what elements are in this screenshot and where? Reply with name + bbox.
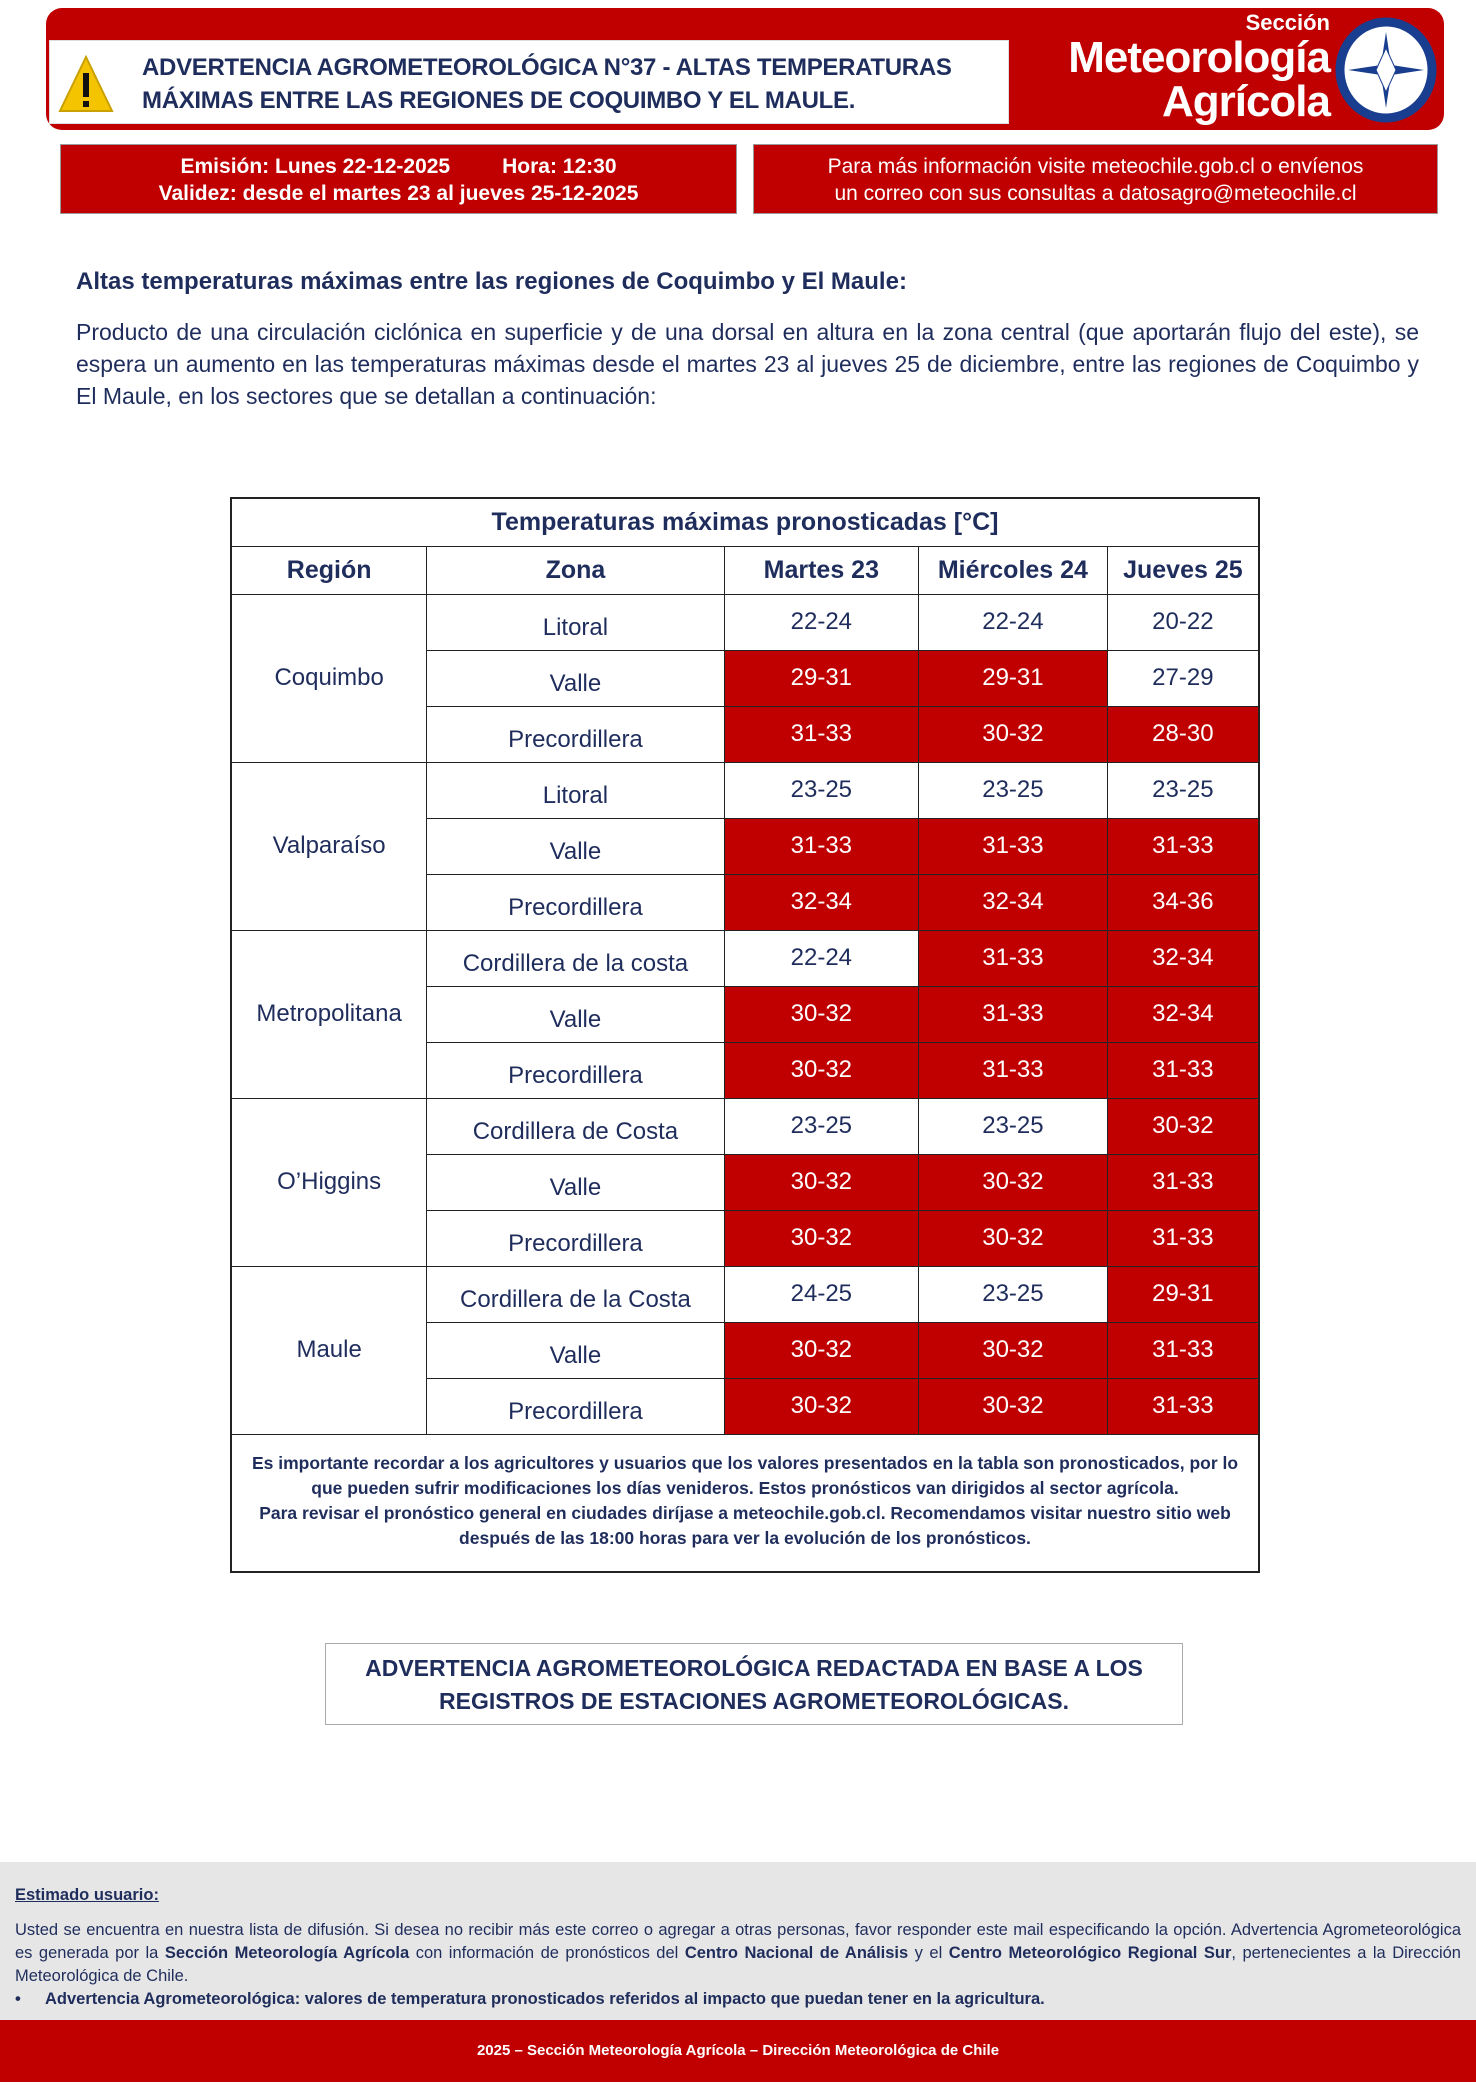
zona-cell: Cordillera de Costa	[427, 1098, 724, 1154]
temp-cell: 31-33	[919, 818, 1108, 874]
table-row	[231, 762, 1259, 818]
temp-cell: 22-24	[919, 594, 1108, 650]
footer-info	[0, 1862, 1476, 2020]
validity: Validez: desde el martes 23 al jueves 25-12-2025	[158, 182, 639, 205]
contact-line1: Para más información visite meteochile.gob.cl o envíenos	[827, 155, 1364, 178]
zona-cell: Valle	[427, 818, 724, 874]
temp-cell: 22-24	[724, 930, 919, 986]
temp-cell: 32-34	[1107, 930, 1259, 986]
table-row	[231, 594, 1259, 650]
col-header-jueves: Jueves 25	[1107, 546, 1259, 594]
zona-cell: Valle	[427, 1154, 724, 1210]
temp-cell: 30-32	[724, 1378, 919, 1434]
zona-cell: Precordillera	[427, 1378, 724, 1434]
table-row	[231, 930, 1259, 986]
temp-cell: 31-33	[724, 818, 919, 874]
temp-cell: 31-33	[919, 986, 1108, 1042]
emission-date: Emisión: Lunes 22-12-2025	[180, 155, 451, 178]
temp-cell: 29-31	[1107, 1266, 1259, 1322]
brand-line1: Meteorología	[1068, 33, 1330, 82]
zona-cell: Cordillera de la Costa	[427, 1266, 724, 1322]
col-header-martes: Martes 23	[724, 546, 919, 594]
forecast-table	[230, 497, 1260, 1573]
brand-line2: Agrícola	[1161, 77, 1330, 126]
temp-cell: 23-25	[1107, 762, 1259, 818]
copyright-bar: 2025 – Sección Meteorología Agrícola – Dirección Meteorológica de Chile	[0, 2020, 1476, 2082]
temp-cell: 31-33	[919, 930, 1108, 986]
region-cell: O’Higgins	[231, 1098, 427, 1266]
temp-cell: 30-32	[919, 1154, 1108, 1210]
temp-cell: 31-33	[1107, 1378, 1259, 1434]
temp-cell: 28-30	[1107, 706, 1259, 762]
temp-cell: 31-33	[724, 706, 919, 762]
temp-cell: 31-33	[1107, 1042, 1259, 1098]
footer-title: Estimado usuario:	[15, 1886, 159, 1904]
contact-info-box	[753, 144, 1438, 214]
temp-cell: 30-32	[919, 1322, 1108, 1378]
temp-cell: 31-33	[919, 1042, 1108, 1098]
header-title-box	[49, 40, 1009, 124]
zona-cell: Precordillera	[427, 706, 724, 762]
temp-cell: 31-33	[1107, 1322, 1259, 1378]
brand-block	[1010, 10, 1330, 124]
col-header-zona: Zona	[427, 546, 724, 594]
temp-cell: 30-32	[724, 1154, 919, 1210]
region-cell: Valparaíso	[231, 762, 427, 930]
temp-cell: 32-34	[1107, 986, 1259, 1042]
table-title: Temperaturas máximas pronosticadas [°C]	[231, 498, 1259, 546]
temp-cell: 23-25	[919, 762, 1108, 818]
temp-cell: 30-32	[724, 986, 919, 1042]
temp-cell: 23-25	[919, 1098, 1108, 1154]
temp-cell: 24-25	[724, 1266, 919, 1322]
zona-cell: Cordillera de la costa	[427, 930, 724, 986]
temp-cell: 34-36	[1107, 874, 1259, 930]
temp-cell: 23-25	[724, 1098, 919, 1154]
temp-cell: 29-31	[724, 650, 919, 706]
zona-cell: Valle	[427, 1322, 724, 1378]
table-row	[231, 1266, 1259, 1322]
temp-cell: 30-32	[919, 706, 1108, 762]
zona-cell: Valle	[427, 650, 724, 706]
emission-time: Hora: 12:30	[502, 155, 617, 178]
zona-cell: Litoral	[427, 594, 724, 650]
temp-cell: 30-32	[724, 1042, 919, 1098]
brand-section: Sección	[1245, 10, 1330, 35]
temp-cell: 31-33	[1107, 1154, 1259, 1210]
temp-cell: 22-24	[724, 594, 919, 650]
temp-cell: 31-33	[1107, 818, 1259, 874]
table-row	[231, 1098, 1259, 1154]
region-cell: Coquimbo	[231, 594, 427, 762]
footer-bullet: • Advertencia Agrometeorológica: valores de temperatura pronosticados referidos al impacto que puedan tener en la agricultura.	[15, 1988, 1461, 2011]
col-header-miercoles: Miércoles 24	[919, 546, 1108, 594]
temp-cell: 23-25	[919, 1266, 1108, 1322]
col-header-region: Región	[231, 546, 427, 594]
temp-cell: 30-32	[919, 1210, 1108, 1266]
footer-paragraph: Usted se encuentra en nuestra lista de difusión. Si desea no recibir más este correo o agregar a otras personas, favor responder este mail especificando la opción. Advertencia Agrometeorológica es generada por la Sección Meteorología Agrícola con información de pronósticos del Centro Nacional de Análisis y el Centro Meteorológico Regional Sur, pertenecientes a la Dirección Meteorológica de Chile.	[15, 1921, 1461, 1985]
zona-cell: Precordillera	[427, 874, 724, 930]
section-heading: Altas temperaturas máximas entre las regiones de Coquimbo y El Maule:	[76, 268, 907, 295]
meteochile-seal-logo	[1334, 16, 1438, 124]
temp-cell: 30-32	[1107, 1098, 1259, 1154]
temp-cell: 30-32	[724, 1322, 919, 1378]
temp-cell: 31-33	[1107, 1210, 1259, 1266]
temp-cell: 32-34	[919, 874, 1108, 930]
table-note: Es importante recordar a los agricultores y usuarios que los valores presentados en la tabla son pronosticados, por lo que pueden sufrir modificaciones los días venideros. Estos pronósticos van dirigidos al sector agrícola. Para revisar el pronóstico general en ciudades diríjase a meteochile.gob.cl. Recomendamos visitar nuestro sitio web después de las 18:00 horas para ver la evolución de los pronósticos.	[231, 1434, 1259, 1572]
temp-cell: 23-25	[724, 762, 919, 818]
section-paragraph: Producto de una circulación ciclónica en superficie y de una dorsal en altura en la zona central (que aportarán flujo del este), se espera un aumento en las temperaturas máximas desde el martes 23 al jueves 25 de diciembre, entre las regiones de Coquimbo y El Maule, en los sectores que se detallan a continuación:	[76, 319, 1419, 409]
notice-box: ADVERTENCIA AGROMETEOROLÓGICA REDACTADA EN BASE A LOS REGISTROS DE ESTACIONES AGROMETEOROLÓGICAS.	[325, 1643, 1183, 1725]
emission-info-box	[60, 144, 737, 214]
zona-cell: Valle	[427, 986, 724, 1042]
temp-cell: 29-31	[919, 650, 1108, 706]
warning-icon	[58, 55, 114, 113]
page-title: ADVERTENCIA AGROMETEOROLÓGICA N°37 - ALTAS TEMPERATURAS MÁXIMAS ENTRE LAS REGIONES DE COQUIMBO Y EL MAULE.	[142, 54, 952, 114]
temp-cell: 32-34	[724, 874, 919, 930]
region-cell: Metropolitana	[231, 930, 427, 1098]
temp-cell: 30-32	[919, 1378, 1108, 1434]
zona-cell: Litoral	[427, 762, 724, 818]
zona-cell: Precordillera	[427, 1210, 724, 1266]
temp-cell: 30-32	[724, 1210, 919, 1266]
temp-cell: 27-29	[1107, 650, 1259, 706]
contact-line2: un correo con sus consultas a datosagro@meteochile.cl	[834, 182, 1357, 205]
temp-cell: 20-22	[1107, 594, 1259, 650]
region-cell: Maule	[231, 1266, 427, 1434]
zona-cell: Precordillera	[427, 1042, 724, 1098]
